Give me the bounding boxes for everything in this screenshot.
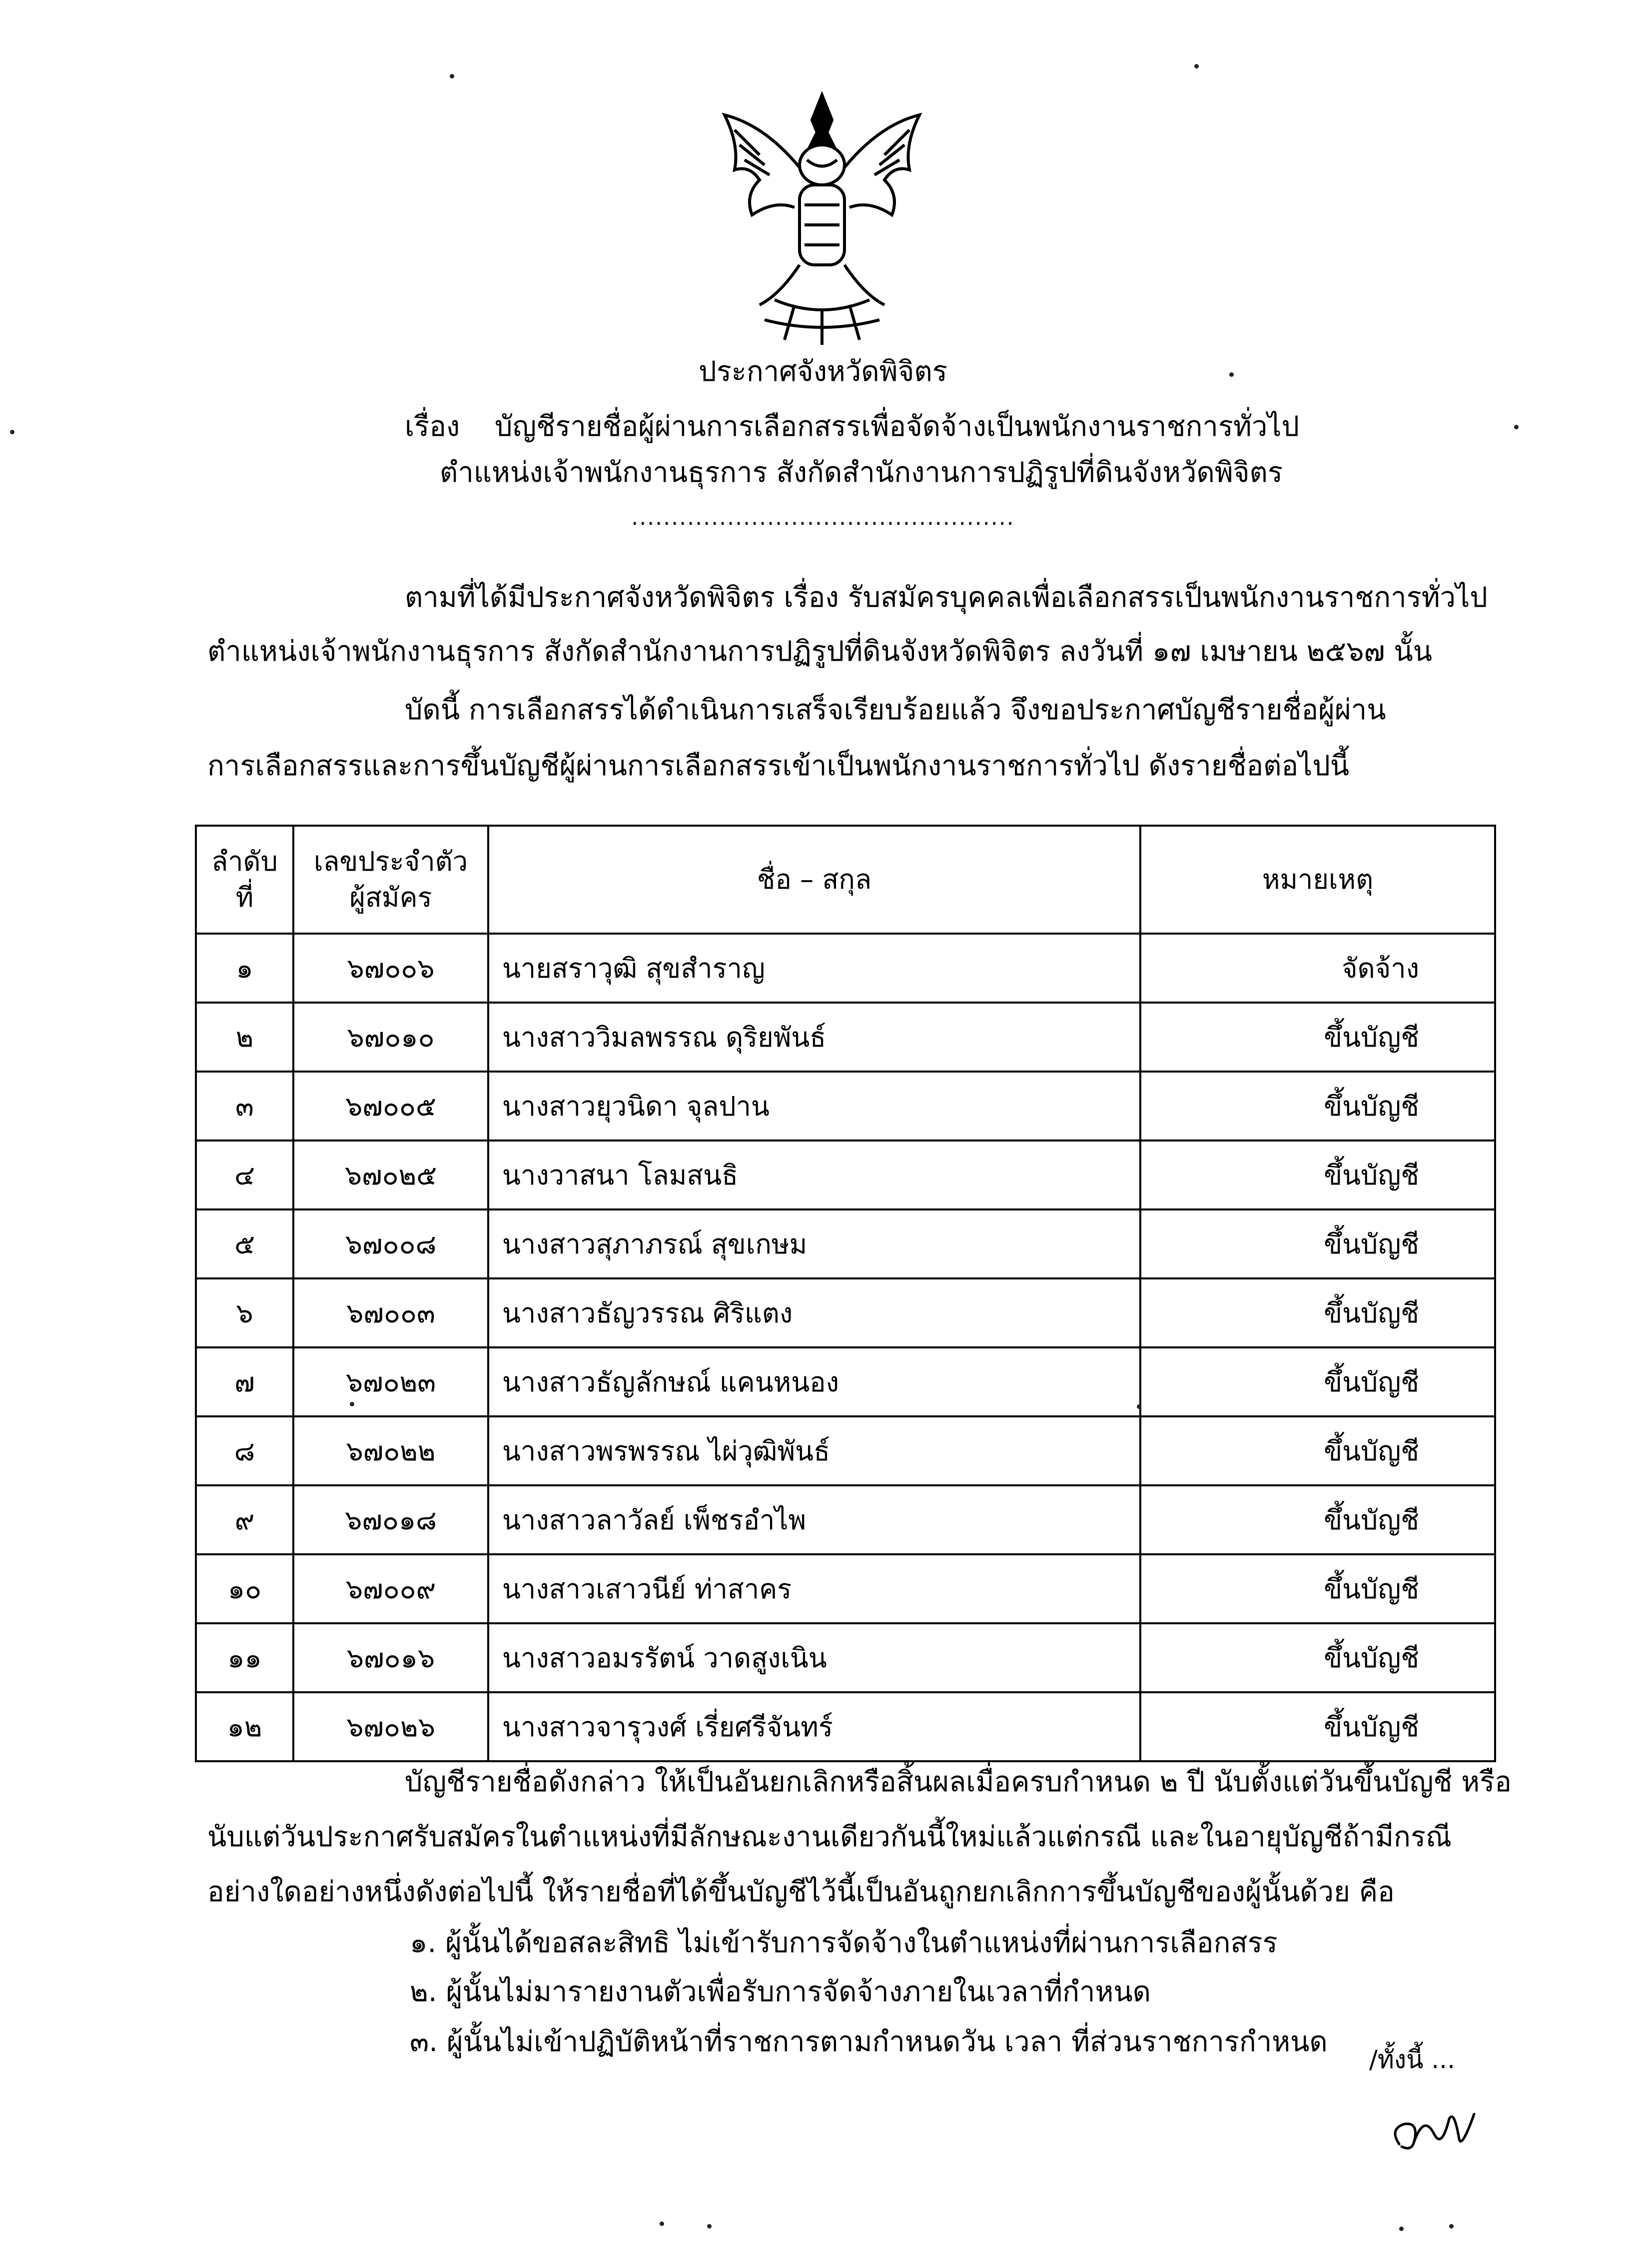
scan-speck bbox=[1137, 1404, 1141, 1409]
condition-item-2: ๒. ผู้นั้นไม่มารายงานตัวเพื่อรับการจัดจ้างภายในเวลาที่กำหนด bbox=[410, 1976, 1151, 2008]
applicant-name: นางสาวพรพรรณ ไผ่วุฒิพันธ์ bbox=[488, 1416, 1140, 1485]
table-row bbox=[196, 1003, 1495, 1072]
applicant-id: ๖๗๐๐๘ bbox=[293, 1209, 488, 1278]
applicant-note: ขึ้นบัญชี bbox=[1140, 1209, 1495, 1278]
applicant-name: นางสาวเสาวนีย์ ท่าสาคร bbox=[488, 1554, 1140, 1623]
applicant-id: ๖๗๐๒๖ bbox=[293, 1692, 488, 1761]
scan-speck bbox=[1194, 64, 1199, 68]
applicant-name: นางสาวอมรรัตน์ วาดสูงเนิน bbox=[488, 1623, 1140, 1692]
applicant-id: ๖๗๐๑๘ bbox=[293, 1485, 488, 1554]
signature-mark bbox=[1379, 2084, 1489, 2164]
applicant-id: ๖๗๐๐๖ bbox=[293, 934, 488, 1003]
applicant-name: นางสาวจารุวงศ์ เรี่ยศรีจันทร์ bbox=[488, 1692, 1140, 1761]
condition-item-3: ๓. ผู้นั้นไม่เข้าปฏิบัติหน้าที่ราชการตามกำหนดวัน เวลา ที่ส่วนราชการกำหนด bbox=[410, 2026, 1328, 2058]
candidate-table bbox=[195, 825, 1496, 1762]
applicant-name: นายสราวุฒิ สุขสำราญ bbox=[488, 934, 1140, 1003]
row-number: ๕ bbox=[196, 1209, 293, 1278]
scan-speck bbox=[707, 2224, 712, 2229]
row-number: ๑ bbox=[196, 934, 293, 1003]
row-number: ๖ bbox=[196, 1278, 293, 1347]
subject-text-line2: ตำแหน่งเจ้าพนักงานธุรการ สังกัดสำนักงานการปฏิรูปที่ดินจังหวัดพิจิตร bbox=[440, 456, 1283, 489]
scan-speck bbox=[1514, 425, 1519, 429]
applicant-id: ๖๗๐๑๖ bbox=[293, 1623, 488, 1692]
closing-line-1: บัญชีรายชื่อดังกล่าว ให้เป็นอันยกเลิกหรือสิ้นผลเมื่อครบกำหนด ๒ ปี นับตั้งแต่วันขึ้นบัญชี หรือ bbox=[405, 1766, 1512, 1798]
scan-speck bbox=[1399, 2227, 1404, 2231]
row-number: ๑๐ bbox=[196, 1554, 293, 1623]
applicant-note: ขึ้นบัญชี bbox=[1140, 1554, 1495, 1623]
row-number: ๓ bbox=[196, 1072, 293, 1140]
applicant-note: ขึ้นบัญชี bbox=[1140, 1416, 1495, 1485]
applicant-name: นางสาวสุภาภรณ์ สุขเกษม bbox=[488, 1209, 1140, 1278]
row-number: ๒ bbox=[196, 1003, 293, 1072]
applicant-note: ขึ้นบัญชี bbox=[1140, 1278, 1495, 1347]
header-name: ชื่อ – สกุล bbox=[488, 826, 1140, 934]
table-row bbox=[196, 1072, 1495, 1140]
subject-label: เรื่อง bbox=[405, 410, 460, 443]
applicant-id: ๖๗๐๑๐ bbox=[293, 1003, 488, 1072]
table-row bbox=[196, 1209, 1495, 1278]
applicant-note: ขึ้นบัญชี bbox=[1140, 1140, 1495, 1209]
applicant-name: นางสาววิมลพรรณ ดุริยพันธ์ bbox=[488, 1003, 1140, 1072]
applicant-id: ๖๗๐๒๒ bbox=[293, 1416, 488, 1485]
scan-speck bbox=[1229, 372, 1234, 377]
table-row bbox=[196, 1278, 1495, 1347]
applicant-name: นางวาสนา โลมสนธิ bbox=[488, 1140, 1140, 1209]
header-order-line1: ลำดับ bbox=[211, 846, 278, 877]
applicant-note: ขึ้นบัญชี bbox=[1140, 1072, 1495, 1140]
table-header-row bbox=[196, 826, 1495, 934]
scan-speck bbox=[450, 74, 454, 78]
title-separator: ................................................ bbox=[631, 505, 1015, 530]
applicant-name: นางสาวธัญวรรณ ศิริแตง bbox=[488, 1278, 1140, 1347]
applicant-note: ขึ้นบัญชี bbox=[1140, 1692, 1495, 1761]
table-row bbox=[196, 1347, 1495, 1416]
intro-paragraph-2-line-1: บัดนี้ การเลือกสรรได้ดำเนินการเสร็จเรียบร้อยแล้ว จึงขอประกาศบัญชีรายชื่อผู้ผ่าน bbox=[405, 694, 1386, 726]
applicant-note: ขึ้นบัญชี bbox=[1140, 1003, 1495, 1072]
header-applicant-id bbox=[293, 826, 488, 934]
table-row bbox=[196, 934, 1495, 1003]
row-number: ๗ bbox=[196, 1347, 293, 1416]
header-order-line2: ที่ bbox=[235, 882, 254, 913]
scan-speck bbox=[10, 430, 14, 434]
continued-marker: /ทั้งนี้ ... bbox=[1369, 2045, 1455, 2074]
page-title: ประกาศจังหวัดพิจิตร bbox=[699, 355, 947, 388]
condition-item-1: ๑. ผู้นั้นได้ขอสละสิทธิ ไม่เข้ารับการจัดจ้างในตำแหน่งที่ผ่านการเลือกสรร bbox=[410, 1927, 1278, 1959]
row-number: ๑๒ bbox=[196, 1692, 293, 1761]
table-row bbox=[196, 1416, 1495, 1485]
closing-line-3: อย่างใดอย่างหนึ่งดังต่อไปนี้ ให้รายชื่อที่ได้ขึ้นบัญชีไว้นี้เป็นอันถูกยกเลิกการขึ้นบัญชีของผู้นั้นด้วย คือ bbox=[207, 1876, 1395, 1908]
applicant-note: จัดจ้าง bbox=[1140, 934, 1495, 1003]
applicant-id: ๖๗๐๐๙ bbox=[293, 1554, 488, 1623]
applicant-id: ๖๗๐๐๓ bbox=[293, 1278, 488, 1347]
applicant-id: ๖๗๐๒๓ bbox=[293, 1347, 488, 1416]
header-order bbox=[196, 826, 293, 934]
applicant-note: ขึ้นบัญชี bbox=[1140, 1347, 1495, 1416]
scan-speck bbox=[660, 2222, 664, 2226]
applicant-name: นางสาวลาวัลย์ เพ็ชรอำไพ bbox=[488, 1485, 1140, 1554]
intro-paragraph-1-line-2: ตำแหน่งเจ้าพนักงานธุรการ สังกัดสำนักงานการปฏิรูปที่ดินจังหวัดพิจิตร ลงวันที่ ๑๗ เมษายน ๒๕๖๗ นั้น bbox=[207, 635, 1432, 668]
row-number: ๘ bbox=[196, 1416, 293, 1485]
table-row bbox=[196, 1554, 1495, 1623]
table-row bbox=[196, 1485, 1495, 1554]
applicant-name: นางสาวยุวนิดา จุลปาน bbox=[488, 1072, 1140, 1140]
garuda-emblem bbox=[705, 85, 939, 350]
intro-paragraph-2-line-2: การเลือกสรรและการขึ้นบัญชีผู้ผ่านการเลือกสรรเข้าเป็นพนักงานราชการทั่วไป ดังรายชื่อต่อไปนี้ bbox=[207, 750, 1350, 782]
applicant-name: นางสาวธัญลักษณ์ แคนหนอง bbox=[488, 1347, 1140, 1416]
table-row bbox=[196, 1623, 1495, 1692]
applicant-id: ๖๗๐๒๕ bbox=[293, 1140, 488, 1209]
header-id-line1: เลขประจำตัว bbox=[313, 846, 468, 877]
header-id-line2: ผู้สมัคร bbox=[349, 882, 432, 913]
applicant-note: ขึ้นบัญชี bbox=[1140, 1485, 1495, 1554]
table-row bbox=[196, 1692, 1495, 1761]
subject-text: บัญชีรายชื่อผู้ผ่านการเลือกสรรเพื่อจัดจ้างเป็นพนักงานราชการทั่วไป bbox=[495, 410, 1299, 443]
applicant-id: ๖๗๐๐๕ bbox=[293, 1072, 488, 1140]
row-number: ๙ bbox=[196, 1485, 293, 1554]
closing-line-2: นับแต่วันประกาศรับสมัครในตำแหน่งที่มีลักษณะงานเดียวกันนี้ใหม่แล้วแต่กรณี และในอายุบัญชีถ้ามีกรณี bbox=[207, 1821, 1452, 1853]
intro-paragraph-1-line-1: ตามที่ได้มีประกาศจังหวัดพิจิตร เรื่อง รับสมัครบุคคลเพื่อเลือกสรรเป็นพนักงานราชการทั่วไป bbox=[405, 581, 1488, 614]
table-row bbox=[196, 1140, 1495, 1209]
applicant-note: ขึ้นบัญชี bbox=[1140, 1623, 1495, 1692]
row-number: ๑๑ bbox=[196, 1623, 293, 1692]
row-number: ๔ bbox=[196, 1140, 293, 1209]
header-note: หมายเหตุ bbox=[1140, 826, 1495, 934]
scan-speck bbox=[350, 1402, 354, 1406]
scan-speck bbox=[1449, 2224, 1454, 2229]
